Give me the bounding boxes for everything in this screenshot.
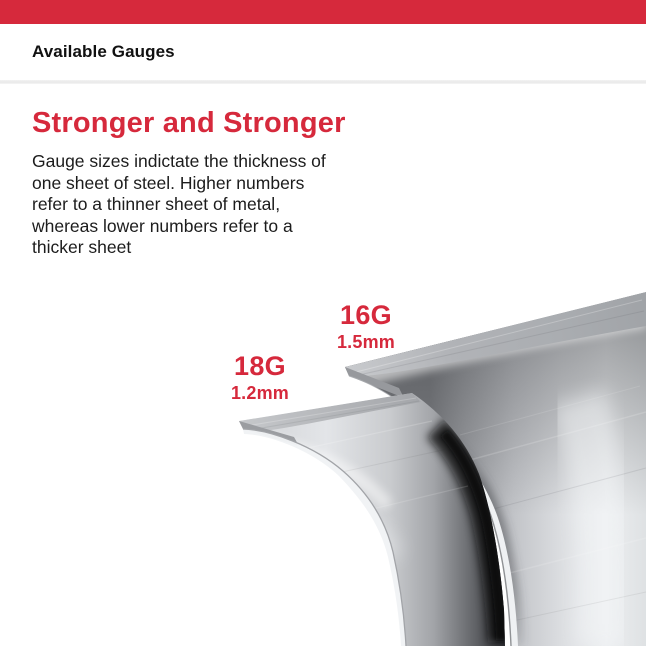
label-18g [231,353,289,402]
paragraph-line: thicker sheet [32,237,132,258]
top-accent-bar [0,0,646,24]
page-title: Stronger and Stronger [32,107,346,139]
thickness-18g-text: 1.2mm [230,383,290,403]
intro-paragraph [32,151,326,259]
header-divider [0,80,646,84]
paragraph-line: whereas lower numbers refer to a [32,215,293,236]
paragraph-line: one sheet of steel. Higher numbers [32,172,305,193]
steel-sheets-illustration [0,280,646,646]
thickness-16g-text: 1.5mm [336,332,396,352]
section-title: Available Gauges [32,42,175,61]
gauge-18g-text: 18G [234,351,286,381]
paragraph-line: Gauge sizes indictate the thickness of [32,151,326,171]
steel-sheets-figure [0,280,646,646]
section-header [0,24,646,80]
gauge-16g-text: 16G [340,300,392,330]
paragraph-line: refer to a thinner sheet of metal, [32,194,281,215]
label-16g [337,302,395,351]
